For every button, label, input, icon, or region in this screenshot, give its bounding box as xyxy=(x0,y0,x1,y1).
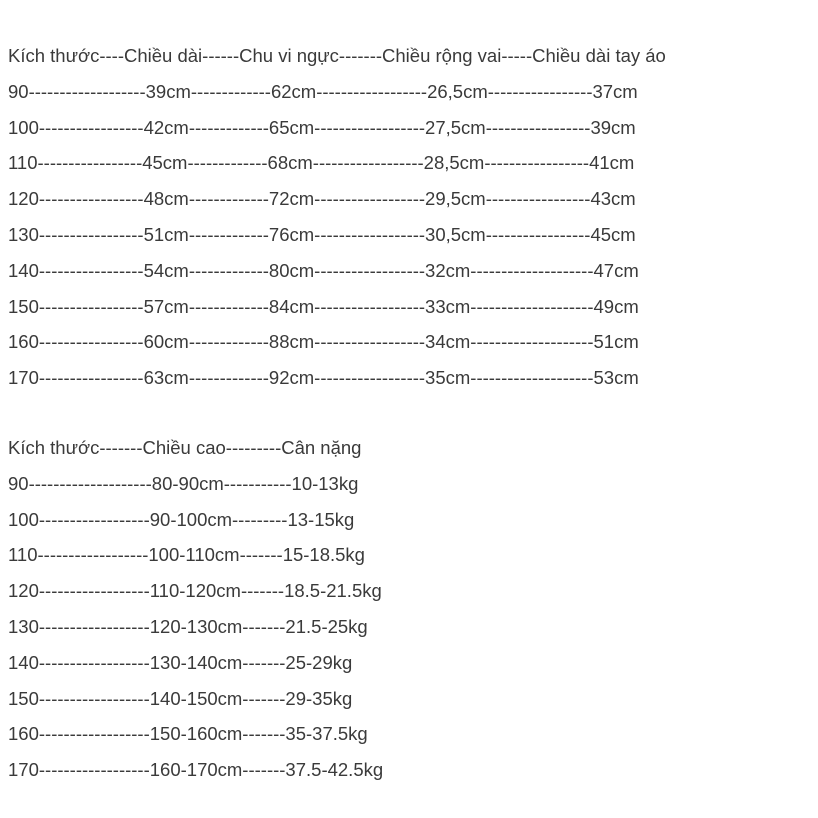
measurement-row: 130-----------------51cm-------------76cm------------------30,5cm-----------------45cm xyxy=(8,223,636,245)
height-weight-row: 170------------------160-170cm-------37.5-42.5kg xyxy=(8,759,384,781)
measurement-row: 160-----------------60cm-------------88cm------------------34cm--------------------51cm xyxy=(8,331,639,353)
height-weight-row: 90--------------------80-90cm-----------10-13kg xyxy=(8,472,359,494)
height-weight-row: 110------------------100-110cm-------15-18.5kg xyxy=(8,544,365,566)
measurement-row: 100-----------------42cm-------------65cm------------------27,5cm-----------------39cm xyxy=(8,116,636,138)
measurement-row: 140-----------------54cm-------------80cm------------------32cm--------------------47cm xyxy=(8,259,639,281)
size-measurement-table xyxy=(8,42,666,400)
measurement-row: 120-----------------48cm-------------72cm------------------29,5cm-----------------43cm xyxy=(8,188,636,210)
measurement-row: 110-----------------45cm-------------68cm------------------28,5cm-----------------41cm xyxy=(8,152,635,174)
height-weight-row: 140------------------130-140cm-------25-29kg xyxy=(8,651,353,673)
measurement-row: 90-------------------39cm-------------62cm------------------26,5cm-----------------37cm xyxy=(8,80,638,102)
height-weight-table xyxy=(8,434,383,792)
height-weight-row: 150------------------140-150cm-------29-35kg xyxy=(8,687,353,709)
height-weight-row: 100------------------90-100cm---------13-15kg xyxy=(8,508,355,530)
height-weight-row: 120------------------110-120cm-------18.5-21.5kg xyxy=(8,580,382,602)
height-weight-row: 160------------------150-160cm-------35-37.5kg xyxy=(8,723,368,745)
height-weight-header-row: Kích thước-------Chiều cao---------Cân nặng xyxy=(8,437,362,458)
height-weight-row: 130------------------120-130cm-------21.5-25kg xyxy=(8,615,368,637)
measurement-row: 170-----------------63cm-------------92cm------------------35cm--------------------53cm xyxy=(8,367,639,389)
measurement-row: 150-----------------57cm-------------84cm------------------33cm--------------------49cm xyxy=(8,295,639,317)
measurement-header-row: Kích thước----Chiều dài------Chu vi ngực-------Chiều rộng vai-----Chiều dài tay áo xyxy=(8,45,666,66)
